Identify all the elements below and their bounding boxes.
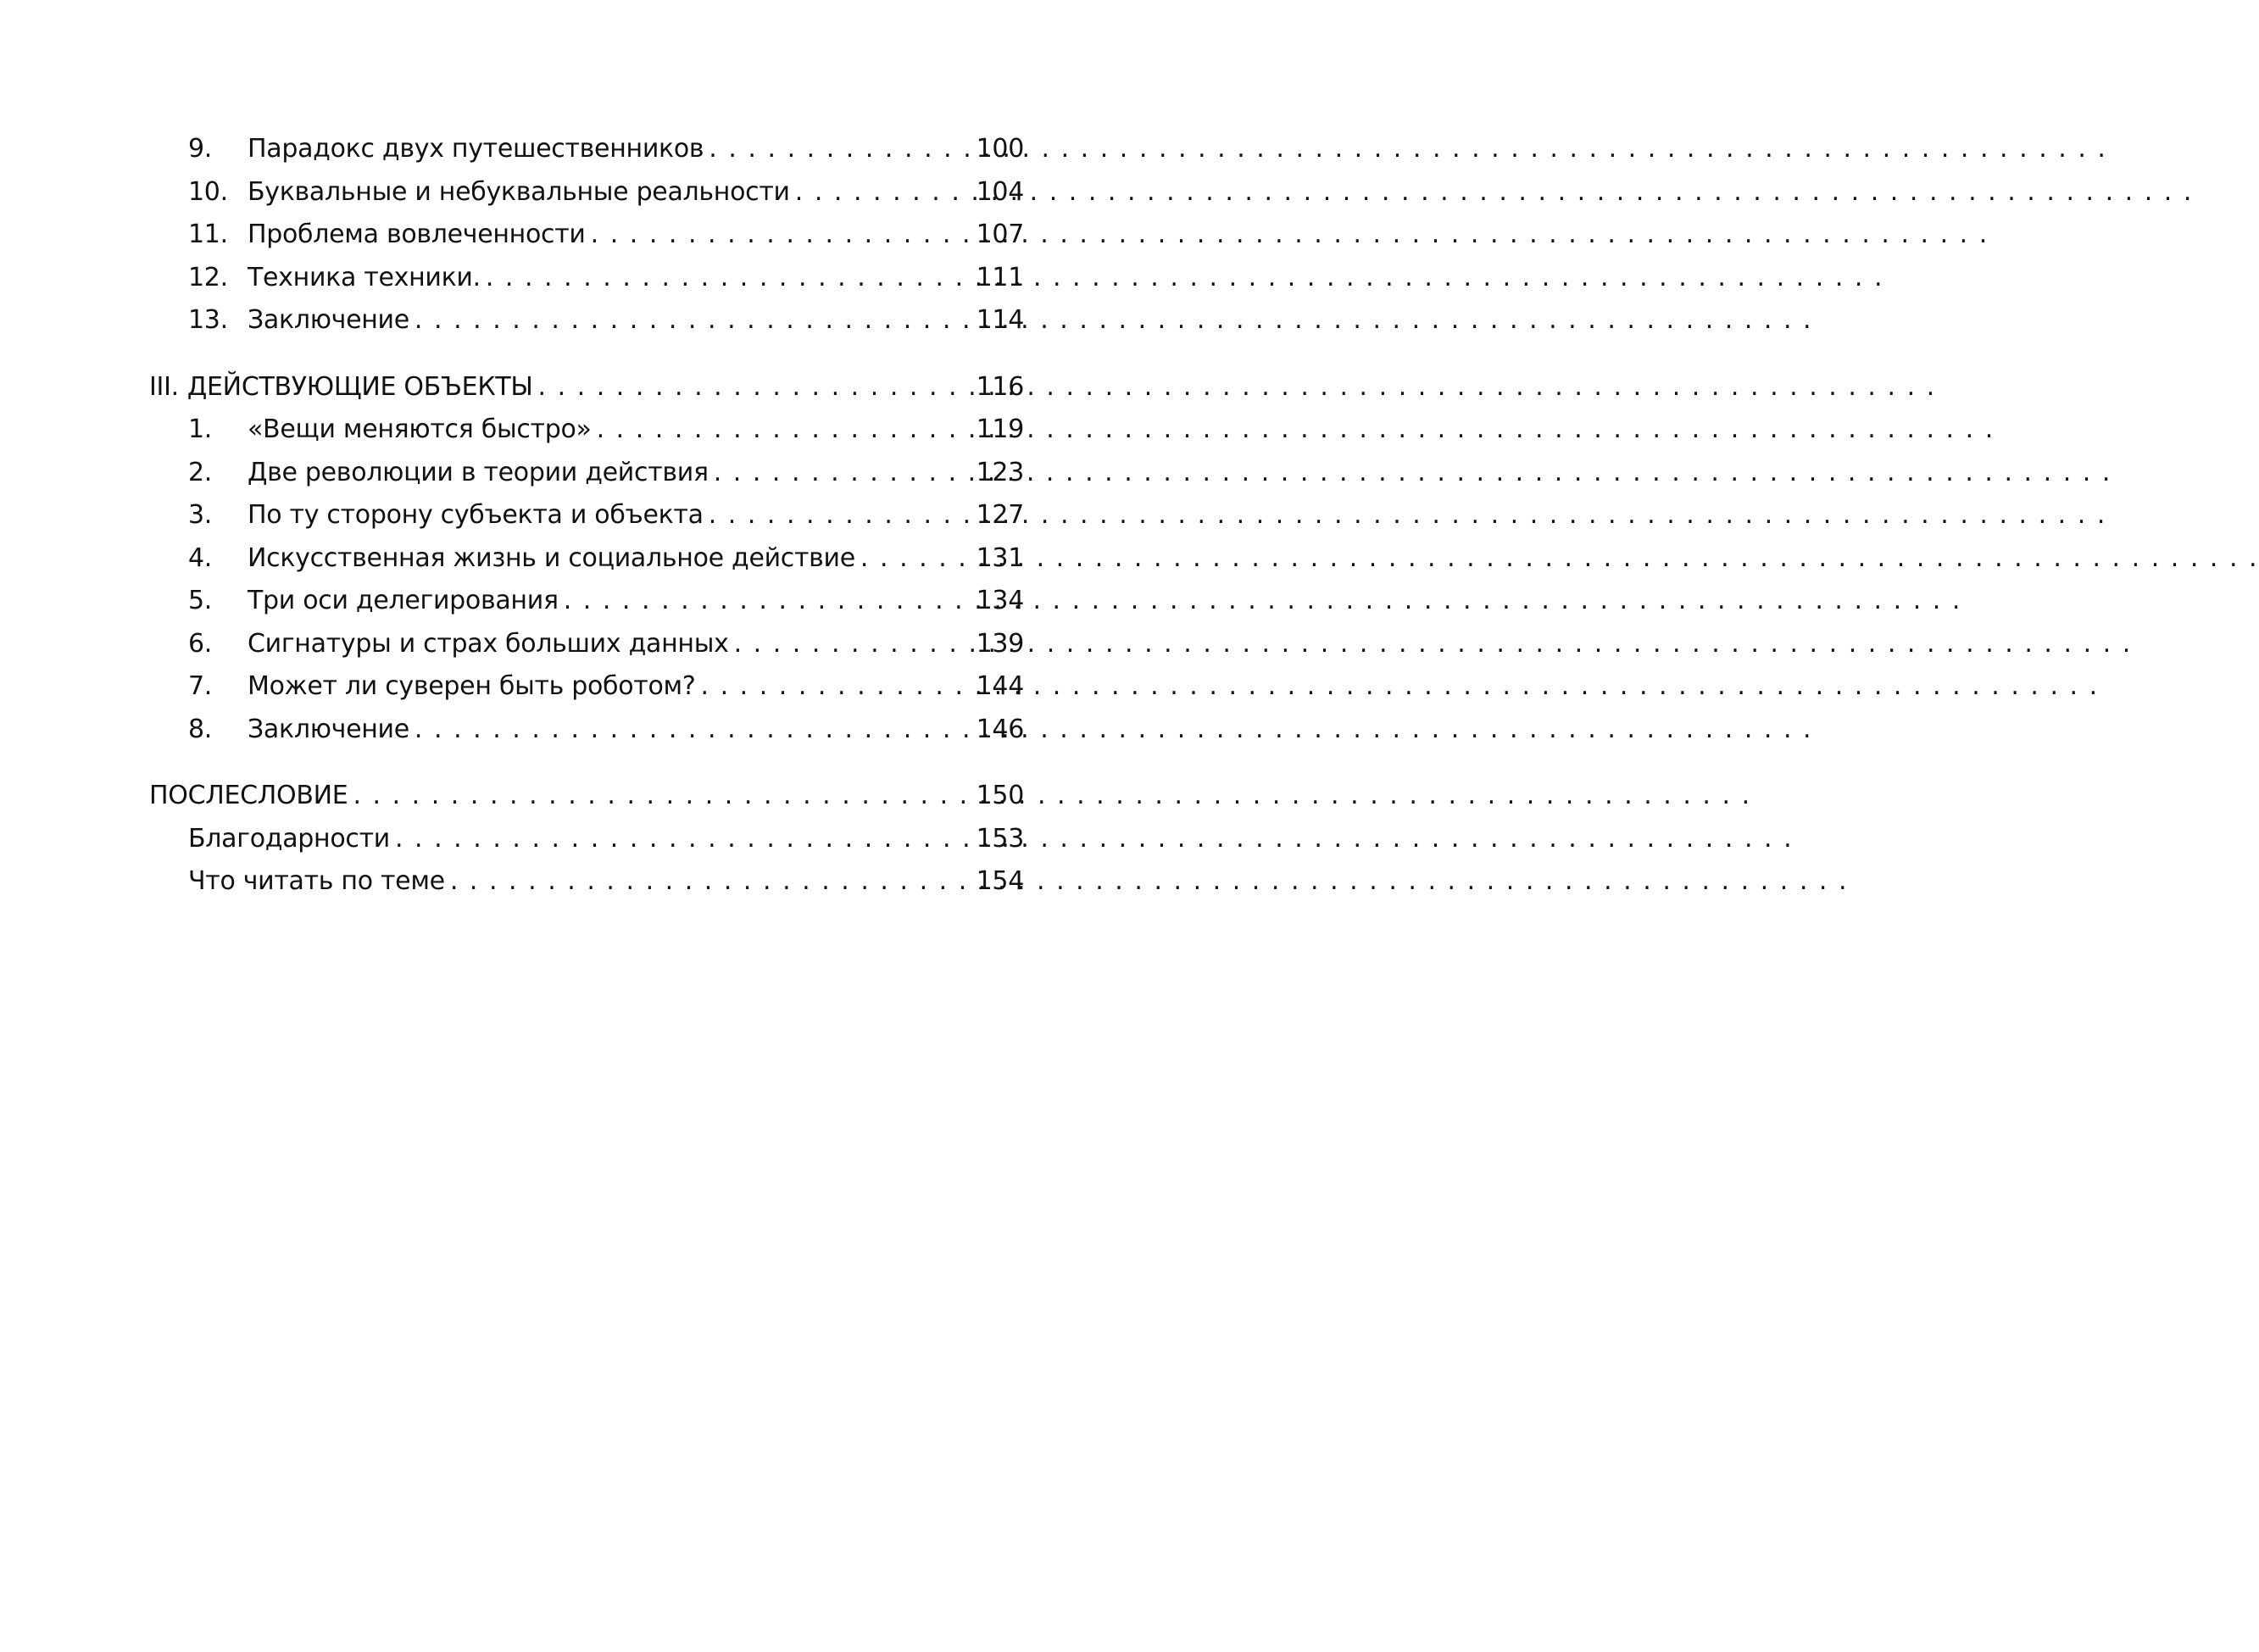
toc-part-page: 116: [976, 371, 1024, 402]
toc-entry-page: 127: [976, 500, 1024, 530]
toc-part-title: ДЕЙСТВУЮЩИЕ ОБЪЕКТЫ: [186, 371, 533, 402]
toc-entry[interactable]: [149, 414, 1024, 458]
toc-entry-number: 11.: [188, 220, 228, 249]
toc-entry-title: Техника техники.: [248, 262, 481, 292]
toc-entry-page: 134: [976, 586, 1024, 615]
toc-afterword-heading[interactable]: [149, 781, 1024, 824]
toc-leader-dots: [701, 671, 962, 701]
toc-entry-page: 144: [976, 671, 1024, 701]
toc-entry[interactable]: [149, 586, 1024, 629]
toc-entry-page: 131: [976, 542, 1024, 573]
toc-entry[interactable]: [149, 305, 1024, 348]
toc-leader-dots: [415, 715, 961, 744]
toc-entry-page: 139: [976, 628, 1024, 659]
toc-leader-dots: [795, 177, 961, 207]
toc-entry-page: 104: [976, 176, 1024, 207]
toc-part-title: ПОСЛЕСЛОВИЕ: [149, 781, 348, 810]
toc-entry[interactable]: [149, 715, 1024, 758]
toc-entry-title: Заключение: [248, 714, 409, 744]
toc-entry-number: 3.: [188, 500, 213, 530]
toc-leader-dots: [538, 372, 961, 402]
toc-entry-title: Заключение: [248, 305, 409, 335]
toc-entry-number: 13.: [188, 305, 228, 335]
toc-leader-dots: [591, 220, 961, 249]
toc-entry-number: 6.: [188, 628, 213, 659]
toc-entry-number: 1.: [188, 414, 213, 444]
toc-entry-page: 153: [976, 823, 1024, 854]
toc-entry[interactable]: [149, 629, 1024, 672]
toc-entry-page: 119: [976, 414, 1024, 444]
toc-leader-dots: [450, 866, 961, 896]
toc-entry-number: 7.: [188, 671, 213, 701]
toc-entry[interactable]: [149, 671, 1024, 715]
toc-leader-dots: [415, 305, 961, 335]
toc-leader-dots: [395, 824, 961, 854]
toc-part-heading[interactable]: [149, 372, 1024, 415]
toc-entry[interactable]: [149, 134, 1024, 177]
toc-entry-title: Искусственная жизнь и социальное действие: [248, 542, 855, 573]
toc-leader-dots: [353, 781, 961, 810]
toc-entry-number: 8.: [188, 714, 213, 744]
toc-entry-title: Две революции в теории действия: [248, 457, 709, 487]
toc-entry-number: 9.: [188, 134, 213, 164]
toc-entry-page: 111: [976, 262, 1024, 292]
toc-entry-number: 10.: [188, 176, 228, 207]
toc-entry-page: 114: [976, 305, 1024, 335]
toc-leader-dots: [564, 586, 961, 615]
table-of-contents: [149, 134, 1024, 909]
toc-entry[interactable]: [149, 824, 1024, 867]
toc-entry-number: 5.: [188, 586, 213, 615]
toc-entry-title: Может ли суверен быть роботом?: [248, 671, 696, 701]
toc-entry[interactable]: [149, 220, 1024, 263]
toc-entry-page: 100: [976, 134, 1024, 164]
toc-entry-page: 146: [976, 714, 1024, 744]
toc-entry-number: 4.: [188, 542, 213, 573]
toc-entry[interactable]: [149, 458, 1024, 501]
toc-part-number: III.: [149, 371, 179, 402]
toc-leader-dots: [734, 629, 961, 659]
toc-entry-number: 2.: [188, 457, 213, 487]
toc-leader-dots: [709, 134, 961, 164]
toc-entry-number: 12.: [188, 262, 228, 292]
toc-entry-title: Буквальные и небуквальные реальности: [248, 176, 790, 207]
toc-entry-title: Парадокс двух путешественников: [248, 134, 704, 164]
toc-entry-title: Сигнатуры и страх больших данных: [248, 628, 729, 659]
toc-leader-dots: [860, 543, 961, 573]
toc-entry-title: Три оси делегирования: [248, 586, 559, 615]
toc-entry-title: По ту сторону субъекта и объекта: [248, 500, 704, 530]
toc-leader-dots: [597, 414, 961, 444]
toc-leader-dots: [486, 263, 961, 292]
toc-entry-title: Проблема вовлеченности: [248, 220, 586, 249]
toc-entry-page: 123: [976, 457, 1024, 487]
toc-leader-dots: [714, 458, 961, 487]
toc-entry-page: 107: [976, 220, 1024, 249]
toc-entry-title: «Вещи меняются быстро»: [248, 414, 592, 444]
toc-part-page: 150: [976, 781, 1024, 810]
toc-entry[interactable]: [149, 263, 1024, 306]
toc-entry[interactable]: [149, 866, 1024, 909]
toc-entry-title: Что читать по теме: [188, 866, 445, 896]
toc-entry[interactable]: [149, 177, 1024, 220]
toc-entry-page: 154: [976, 866, 1024, 896]
toc-entry[interactable]: [149, 500, 1024, 543]
toc-leader-dots: [709, 500, 961, 530]
toc-entry-title: Благодарности: [188, 823, 390, 854]
toc-entry[interactable]: [149, 543, 1024, 587]
